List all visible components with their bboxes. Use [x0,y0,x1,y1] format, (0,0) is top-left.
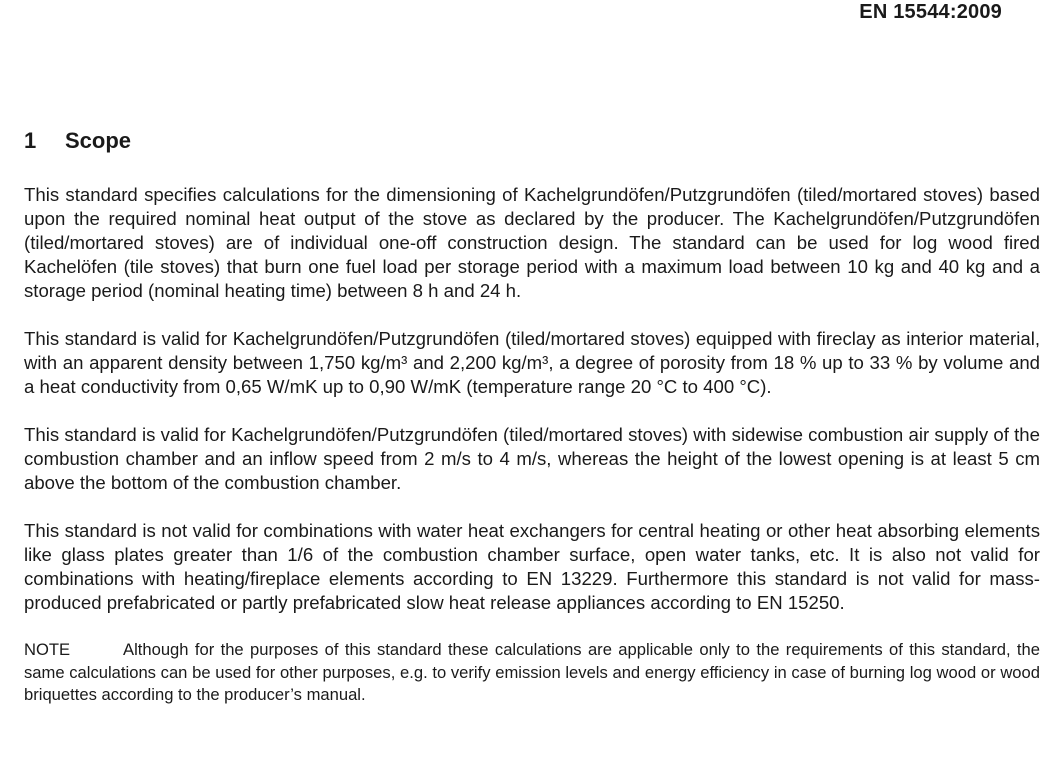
note-text: Although for the purposes of this standard these calculations are applicable only to the requirements of this standard, the same calculations can be used for other purposes, e.g. to verify emission levels and energy efficiency in case of burning log wood or wood briquettes according to the producer’s manual. [24,640,1040,704]
section-number: 1 [24,128,37,153]
scope-paragraph-1: This standard specifies calculations for the dimensioning of Kachelgrundöfen/Putzgrundöfen (tiled/mortared stoves) based upon the required nominal heat output of the stove as declared by the producer. The Kachelgrundöfen/Putzgrundöfen (tiled/mortared stoves) are of individual one-off construction design. The standard can be used for log wood fired Kachelöfen (tile stoves) that burn one fuel load per storage period with a maximum load between 10 kg and 40 kg and a storage period (nominal heating time) between 8 h and 24 h. [24,184,1040,301]
section-heading [24,128,131,154]
scope-paragraph-4: This standard is not valid for combinations with water heat exchangers for central heating or other heat absorbing elements like glass plates greater than 1/6 of the combustion chamber surface, open water tanks, etc. It is also not valid for combinations with heating/fireplace elements according to EN 13229. Furthermore this standard is not valid for mass-produced prefabricated or partly prefabricated slow heat release appliances according to EN 15250. [24,520,1040,613]
scope-body [24,183,1040,707]
section-title: Scope [65,128,132,153]
document-page [24,0,1040,782]
note [24,639,1040,707]
document-id: EN 15544:2009 [859,1,1002,23]
scope-paragraph-3: This standard is valid for Kachelgrundöfen/Putzgrundöfen (tiled/mortared stoves) with sidewise combustion air supply of the combustion chamber and an inflow speed from 2 m/s to 4 m/s, whereas the height of the lowest opening is at least 5 cm above the bottom of the combustion chamber. [24,424,1040,493]
note-label: NOTE [24,640,71,659]
scope-paragraph-2: This standard is valid for Kachelgrundöfen/Putzgrundöfen (tiled/mortared stoves) equipped with fireclay as interior material, with an apparent density between 1,750 kg/m³ and 2,200 kg/m³, a degree of porosity from 18 % up to 33 % by volume and a heat conductivity from 0,65 W/mK up to 0,90 W/mK (temperature range 20 °C to 400 °C). [24,328,1040,397]
